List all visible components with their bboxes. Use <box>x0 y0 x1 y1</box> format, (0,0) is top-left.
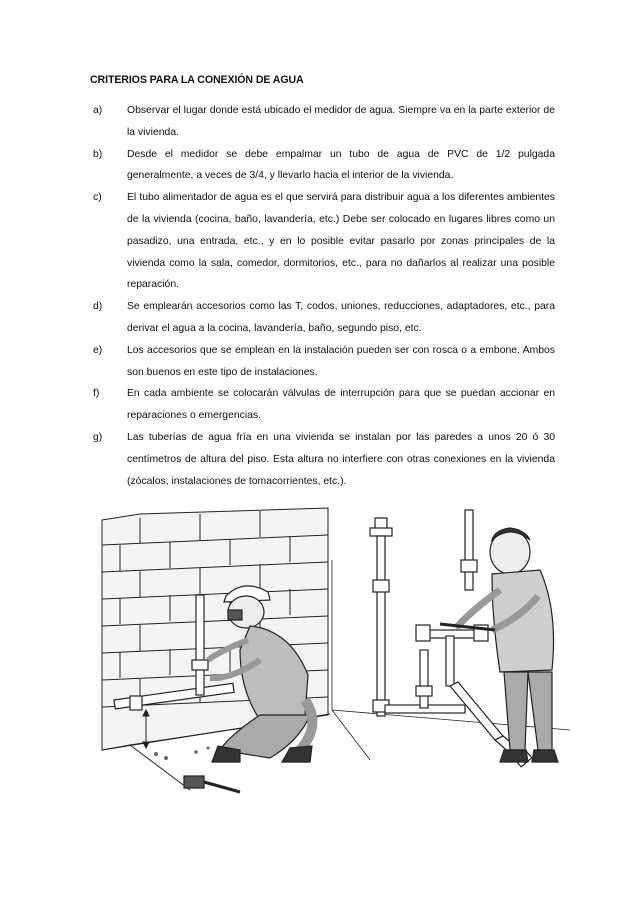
list-item <box>93 144 555 188</box>
list-item-text: Observar el lugar donde está ubicado el medidor de agua. Siempre va en la parte exterior de la vivienda. <box>127 105 555 138</box>
document-title: CRITERIOS PARA LA CONEXIÓN DE AGUA <box>90 74 304 86</box>
criteria-list <box>93 100 555 492</box>
floor-debris <box>154 747 210 761</box>
list-item-text: Se emplearán accesorios como las T, codos, uniones, reducciones, adaptadores, etc., para derivar el agua a la cocina, lavandería, baño, segundo piso, etc. <box>127 301 555 334</box>
list-item <box>93 187 555 296</box>
list-marker: e) <box>93 344 103 356</box>
list-item <box>93 100 555 144</box>
list-item <box>93 340 555 384</box>
list-item-text: Las tuberías de agua fría en una vivienda se instalan por las paredes a unos 20 ó 30 centímetros de altura del piso. Esta altura no interfiere con otras conexiones en la vivienda (zócalos, instalaciones de tomacorrientes, etc.). <box>127 431 555 487</box>
list-item <box>93 383 555 427</box>
list-marker: f) <box>93 388 100 400</box>
list-item <box>93 427 555 492</box>
plumbing-illustration <box>100 500 570 800</box>
list-item <box>93 296 555 340</box>
list-marker: c) <box>93 192 102 204</box>
hammer <box>184 776 240 792</box>
list-marker: b) <box>93 148 103 160</box>
list-marker: d) <box>93 301 103 313</box>
list-item-text: En cada ambiente se colocarán válvulas de interrupción para que se puedan accionar en reparaciones o emergencias. <box>127 388 555 422</box>
list-item-text: El tubo alimentador de agua es el que servirá para distribuir agua a los diferentes ambientes de la vivienda (cocina, baño, lavandería, etc.) Debe ser colocado en lugares libres como un pasadizo, una entrada, etc., y en lo posible evitar pasarlo por zonas principales de la vivienda como la sala, comedor, dormitorios, etc., para no dañarlos al realizar una posible reparación. <box>127 192 555 291</box>
list-item-text: Desde el medidor se debe empalmar un tubo de agua de PVC de 1/2 pulgada generalmente, a veces de 3/4, y llevarlo hacia el interior de la vivienda. <box>127 148 555 182</box>
list-item-text: Los accesorios que se emplean en la instalación pueden ser con rosca o a embone. Ambos son buenos en este tipo de instalaciones. <box>127 344 555 378</box>
standing-worker <box>440 528 558 762</box>
list-marker: g) <box>93 431 103 443</box>
list-marker: a) <box>93 105 103 116</box>
